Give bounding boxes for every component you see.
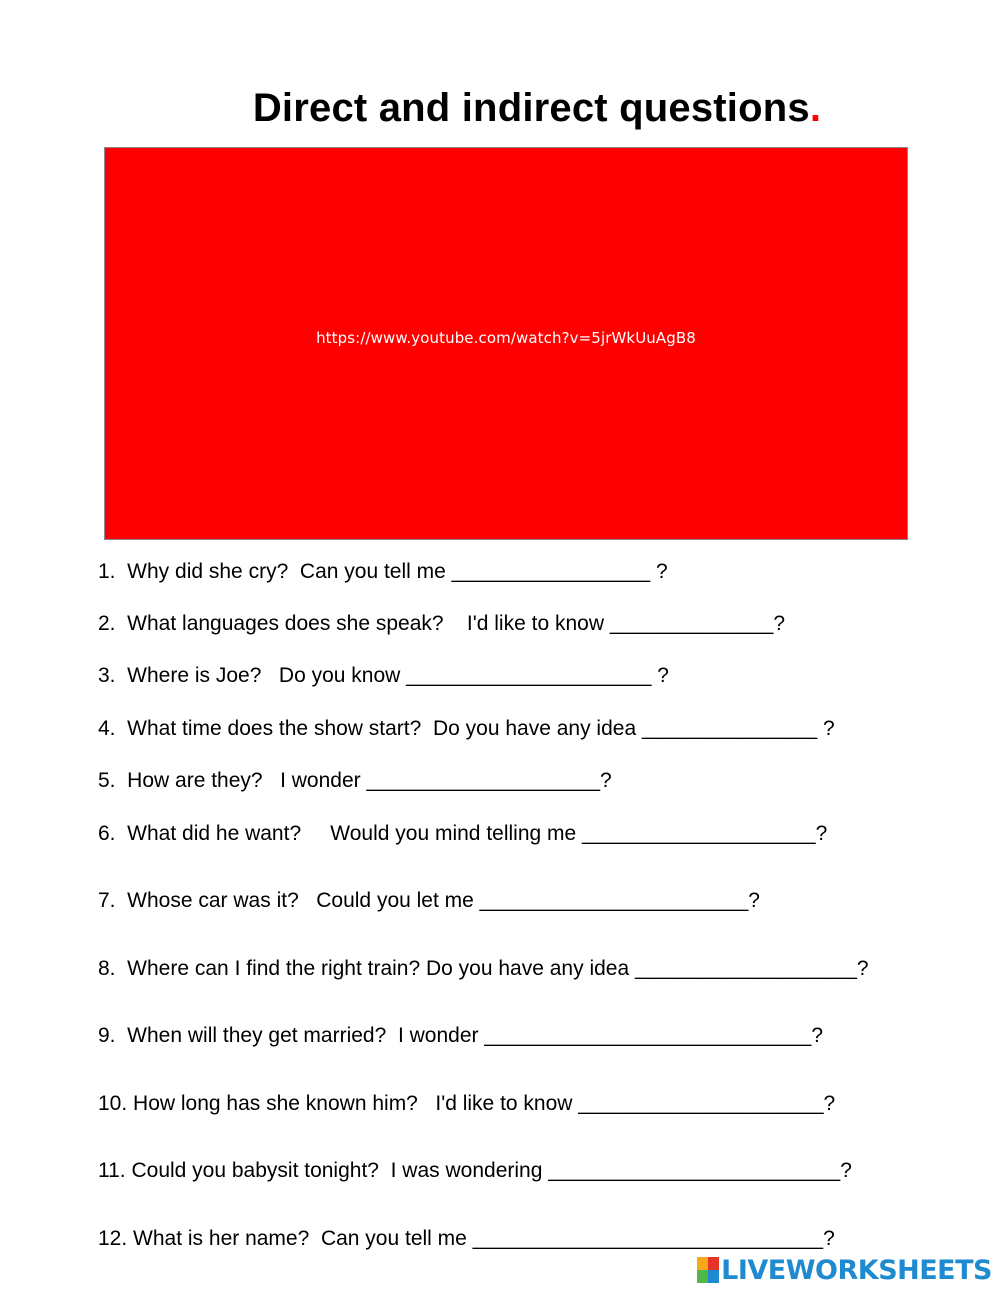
- question-text: Whose car was it? Could you let me _______________________?: [115, 889, 760, 912]
- question-2[interactable]: [98, 612, 785, 636]
- liveworksheets-logo-icon: [697, 1257, 719, 1283]
- question-text: Could you babysit tonight? I was wondering _________________________?: [125, 1159, 852, 1182]
- question-12[interactable]: [98, 1227, 835, 1251]
- question-number: 1.: [98, 560, 116, 583]
- question-text: How long has she known him? I'd like to know _____________________?: [127, 1092, 836, 1115]
- question-text: What languages does she speak? I'd like to know ______________?: [115, 612, 786, 635]
- question-text: Where is Joe? Do you know _____________________ ?: [115, 664, 669, 687]
- logo-square-i: [708, 1257, 719, 1270]
- question-number: 10.: [98, 1092, 128, 1115]
- question-number: 11.: [98, 1159, 126, 1182]
- question-number: 3.: [98, 664, 116, 687]
- question-number: 7.: [98, 889, 116, 912]
- question-number: 12.: [98, 1227, 128, 1250]
- question-11[interactable]: [98, 1159, 852, 1183]
- question-number: 6.: [98, 822, 116, 845]
- question-text: What is her name? Can you tell me ______________________________?: [127, 1227, 835, 1250]
- question-10[interactable]: [98, 1092, 835, 1116]
- video-embed[interactable]: [104, 147, 908, 540]
- page-title-text: Direct and indirect questions: [252, 86, 810, 130]
- question-9[interactable]: [98, 1024, 823, 1048]
- page-title: [0, 86, 1000, 131]
- question-text: Why did she cry? Can you tell me _________________ ?: [115, 560, 668, 583]
- question-text: Where can I find the right train? Do you have any idea ___________________?: [115, 957, 869, 980]
- logo-square-v: [697, 1270, 708, 1283]
- question-text: How are they? I wonder ____________________?: [115, 769, 612, 792]
- logo-text: LIVEWORKSHEETS: [721, 1254, 992, 1286]
- question-5[interactable]: [98, 769, 612, 793]
- question-7[interactable]: [98, 889, 760, 913]
- video-link[interactable]: https://www.youtube.com/watch?v=5jrWkUuAgB8: [316, 329, 696, 347]
- question-8[interactable]: [98, 957, 869, 981]
- question-number: 2.: [98, 612, 116, 635]
- liveworksheets-logo: [697, 1253, 992, 1287]
- question-number: 9.: [98, 1024, 116, 1047]
- logo-square-l: [697, 1257, 708, 1270]
- question-text: When will they get married? I wonder ____________________________?: [115, 1024, 824, 1047]
- question-number: 8.: [98, 957, 116, 980]
- question-6[interactable]: [98, 822, 827, 846]
- question-4[interactable]: [98, 717, 835, 741]
- question-number: 4.: [98, 717, 116, 740]
- question-1[interactable]: [98, 560, 668, 584]
- question-text: What did he want? Would you mind telling me ____________________?: [115, 822, 828, 845]
- title-dot: .: [809, 86, 822, 130]
- question-3[interactable]: [98, 664, 669, 688]
- question-number: 5.: [98, 769, 116, 792]
- logo-square-e: [708, 1270, 719, 1283]
- question-text: What time does the show start? Do you have any idea _______________ ?: [115, 717, 835, 740]
